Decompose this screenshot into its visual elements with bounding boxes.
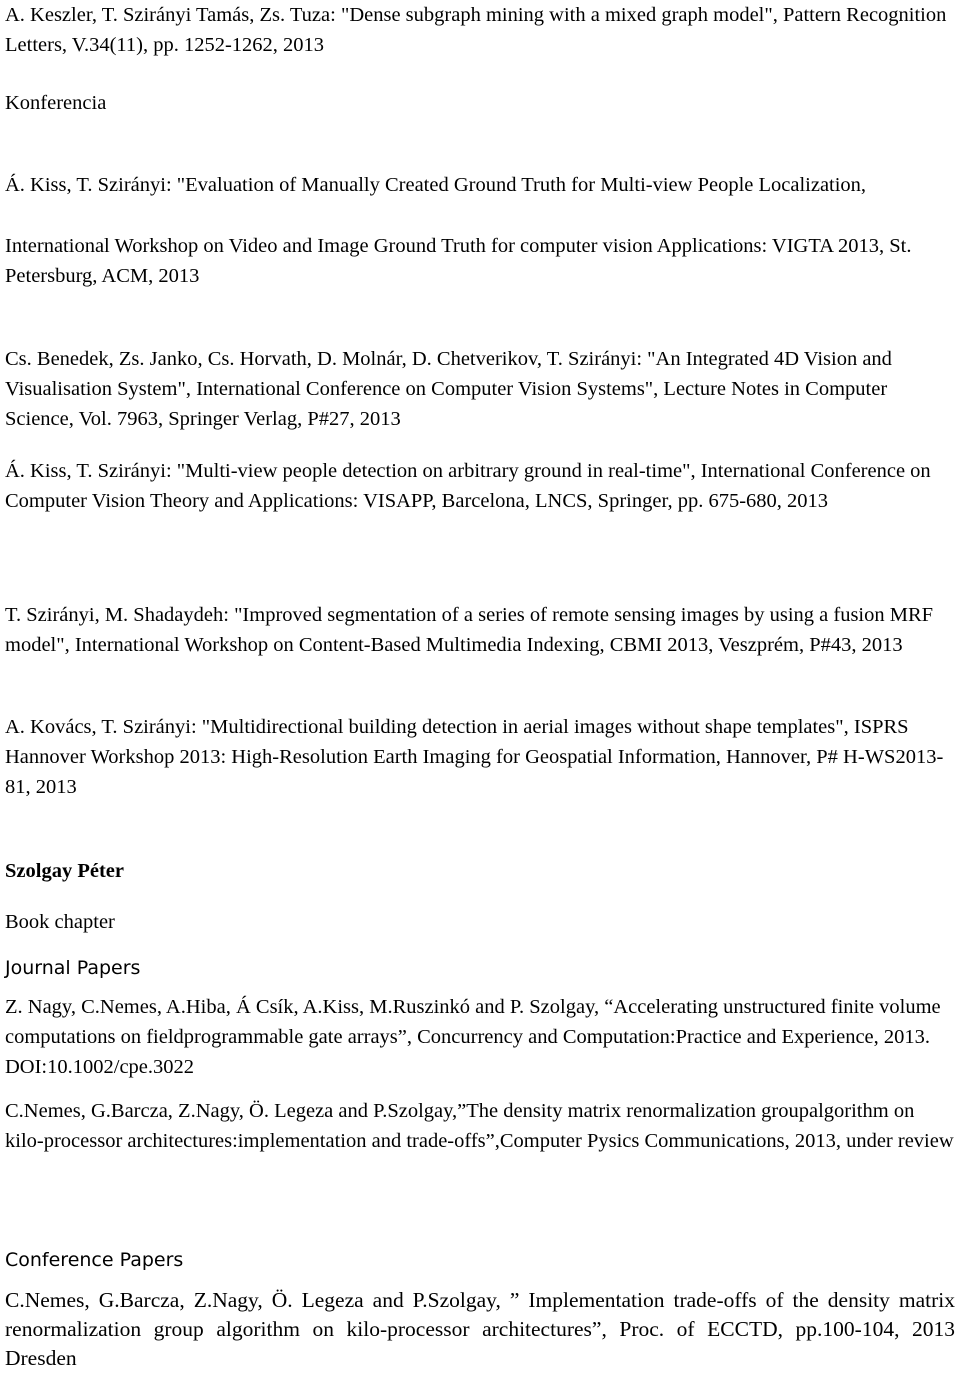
heading-conference-papers: Conference Papers (5, 1249, 184, 1271)
ref-sziranyi-mrf-segmentation: T. Szirányi, M. Shadaydeh: "Improved segmentation of a series of remote sensing images by using a fusion MRF model", International Workshop on Content-Based Multimedia Indexing, CBMI 2013, Veszprém, P#43, 2013 (5, 604, 934, 656)
ref-kiss-evaluation-ground-truth: Á. Kiss, T. Szirányi: "Evaluation of Manually Created Ground Truth for Multi-view People Localization, (5, 174, 867, 196)
ref-nemes-dmrg-journal: C.Nemes, G.Barcza, Z.Nagy, Ö. Legeza and P.Szolgay,”The density matrix renormalization groupalgorithm on kilo-processor architectures:implementation and trade-offs”,Computer Pysics Communications, 2013, under review (5, 1100, 954, 1152)
ref-nagy-fpga: Z. Nagy, C.Nemes, A.Hiba, Á Csík, A.Kiss, M.Ruszinkó and P. Szolgay, “Accelerating unstructured finite volume computations on fieldprogrammable gate arrays”, Concurrency and Computation:Practice and Experience, 2013. DOI:10.1002/cpe.3022 (5, 996, 941, 1078)
ref-nemes-ecctd: C.Nemes, G.Barcza, Z.Nagy, Ö. Legeza and P.Szolgay, ” Implementation trade-offs of the density matrix renormalization group algorithm on kilo-processor architectures”, Proc. of ECCTD, pp.100-104, 2013 Dresden (5, 1288, 955, 1370)
ref-keszler-pattern-recognition: A. Keszler, T. Szirányi Tamás, Zs. Tuza: "Dense subgraph mining with a mixed graph model", Pattern Recognition Letters, V.34(11), pp. 1252-1262, 2013 (5, 4, 947, 56)
heading-konferencia: Konferencia (5, 92, 107, 114)
ref-kiss-vigta-workshop: International Workshop on Video and Image Ground Truth for computer vision Applications: VIGTA 2013, St. Petersburg, ACM, 2013 (5, 235, 912, 287)
ref-benedek-4d-vision: Cs. Benedek, Zs. Janko, Cs. Horvath, D. Molnár, D. Chetverikov, T. Szirányi: "An Integrated 4D Vision and Visualisation System", International Conference on Computer Vision Systems", Lecture Notes in Computer Science, Vol. 7963, Springer Verlag, P#27, 2013 (5, 348, 892, 430)
author-heading-szolgay: Szolgay Péter (5, 860, 124, 882)
ref-kovacs-building-detection: A. Kovács, T. Szirányi: "Multidirectional building detection in aerial images without shape templates", ISPRS Hannover Workshop 2013: High-Resolution Earth Imaging for Geospatial Information, Hannover, P# H-WS2013-81, 2013 (5, 716, 944, 798)
heading-journal-papers: Journal Papers (5, 957, 141, 979)
heading-book-chapter: Book chapter (5, 911, 115, 933)
ref-kiss-multiview-detection: Á. Kiss, T. Szirányi: "Multi-view people detection on arbitrary ground in real-time", International Conference on Computer Vision Theory and Applications: VISAPP, Barcelona, LNCS, Springer, pp. 675-680, 2013 (5, 460, 931, 512)
